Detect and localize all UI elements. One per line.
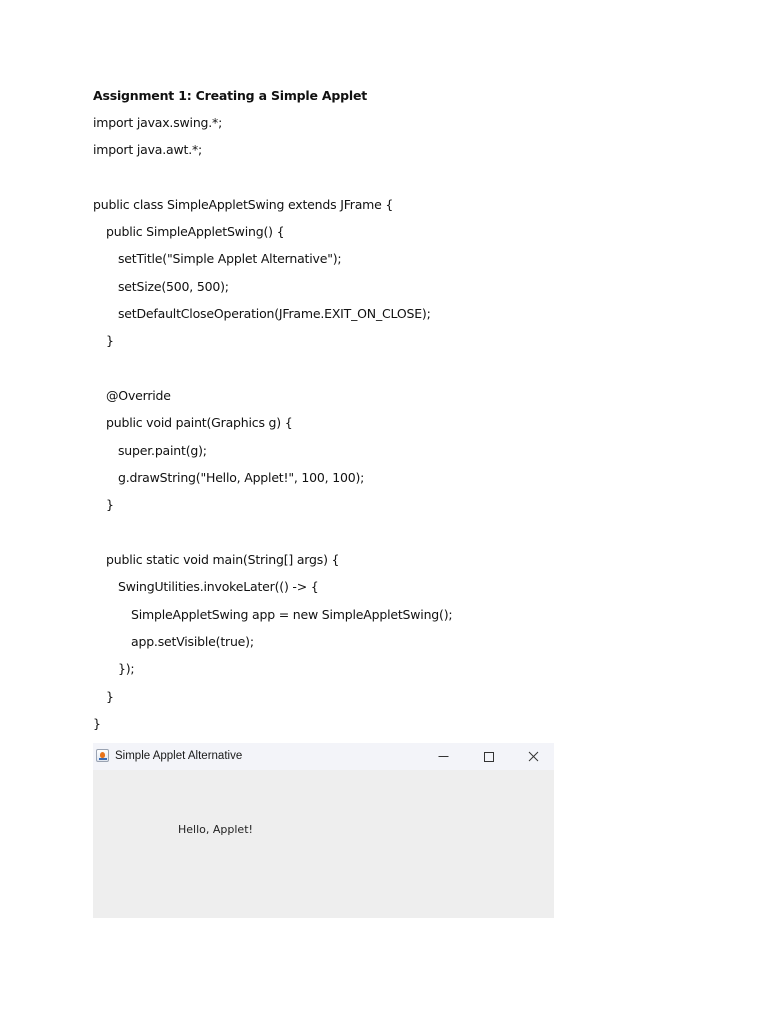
code-line: app.setVisible(true);	[131, 634, 254, 649]
code-line: }	[93, 716, 101, 731]
code-line: }	[106, 689, 114, 704]
code-line: super.paint(g);	[118, 443, 207, 458]
minimize-button[interactable]	[421, 743, 466, 770]
assignment-heading: Assignment 1: Creating a Simple Applet	[93, 88, 368, 103]
window-title: Simple Applet Alternative	[115, 750, 243, 762]
hello-applet-text: Hello, Applet!	[178, 823, 253, 836]
code-line: setSize(500, 500);	[118, 279, 229, 294]
maximize-icon	[466, 743, 511, 770]
code-line: import java.awt.*;	[93, 142, 203, 157]
code-line: setTitle("Simple Applet Alternative");	[118, 251, 342, 266]
code-line: import javax.swing.*;	[93, 115, 223, 130]
code-line: }	[106, 497, 114, 512]
applet-window-screenshot	[93, 743, 554, 918]
code-line: public class SimpleAppletSwing extends JFrame {	[93, 197, 394, 212]
code-line: public SimpleAppletSwing() {	[106, 224, 285, 239]
code-line: public static void main(String[] args) {	[106, 552, 340, 567]
maximize-button[interactable]	[466, 743, 511, 770]
close-button[interactable]	[511, 743, 554, 770]
close-icon	[511, 743, 554, 770]
minimize-icon	[421, 743, 466, 770]
code-line: @Override	[106, 388, 171, 403]
code-line: SimpleAppletSwing app = new SimpleAppletSwing();	[131, 607, 453, 622]
code-line: g.drawString("Hello, Applet!", 100, 100);	[118, 470, 365, 485]
code-line: }	[106, 333, 114, 348]
window-titlebar[interactable]	[93, 743, 554, 770]
java-app-icon	[96, 749, 109, 762]
code-line: SwingUtilities.invokeLater(() -> {	[118, 579, 319, 594]
code-line: setDefaultCloseOperation(JFrame.EXIT_ON_CLOSE);	[118, 306, 431, 321]
code-line: public void paint(Graphics g) {	[106, 415, 293, 430]
code-line: });	[118, 661, 135, 676]
